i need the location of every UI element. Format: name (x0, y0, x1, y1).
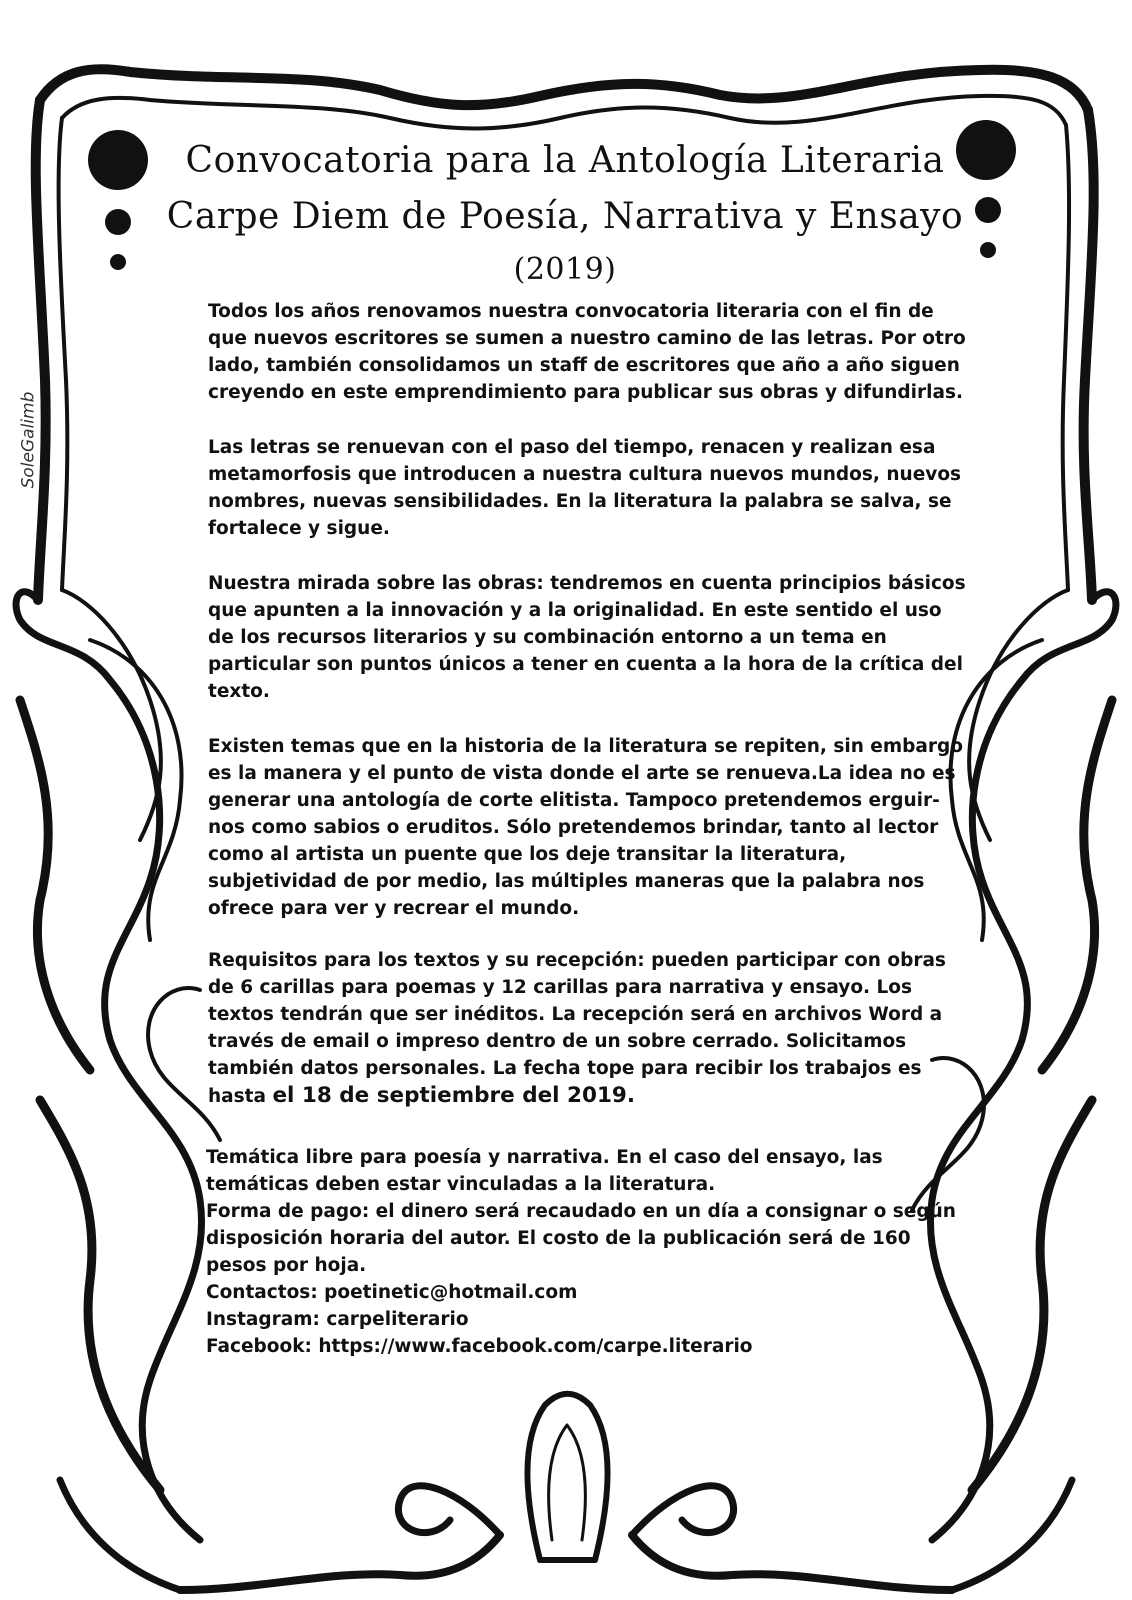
left-leaf-1 (20, 700, 90, 1070)
paragraph-letras-text: Las letras se renuevan con el paso del tiempo, renacen y realizan esa metamorfosis que introducen a nuestra cultura nuevos mundos, nuevos nombres, nuevas sensibilidades. En la literatura la palabra se salva, se fortalece y sigue. (208, 437, 962, 539)
paragraph-requisitos (208, 947, 968, 1110)
frame-left-inner (59, 118, 68, 590)
bottom-center-inner (549, 1425, 586, 1540)
dot-large-left (88, 130, 148, 190)
contact-instagram[interactable]: carpeliterario (326, 1309, 469, 1330)
left-leaf-2 (90, 640, 182, 940)
title-line-2: Carpe Diem de Poesía, Narrativa y Ensayo (166, 196, 964, 237)
frame-left-outer (36, 100, 46, 600)
contact-email-label: Contactos: (206, 1282, 325, 1303)
bottom-right-curl (632, 1486, 734, 1535)
pago-text (206, 1198, 966, 1279)
contact-email-line (206, 1279, 966, 1306)
left-scroll-2 (62, 590, 161, 840)
contact-instagram-label: Instagram: (206, 1309, 327, 1330)
contact-facebook-line (206, 1333, 966, 1360)
paragraph-intro (208, 298, 968, 406)
paragraph-temas-text: Existen temas que en la historia de la literatura se repiten, sin embargo es la manera y el punto de vista donde el arte se renueva.La idea no es generar una antología de corte elitista. Tampoco pretendemos erguir-nos como sabios o eruditos. Sólo pretendemos brindar, tanto al lector como al artista un puente que los deje transitar la literatura, subjetividad de por medio, las múltiples maneras que la palabra nos ofrece para ver y recrear el mundo. (208, 736, 963, 919)
contact-instagram-line (206, 1306, 966, 1333)
deadline-date: el 18 de septiembre del 2019. (272, 1083, 636, 1108)
pago-tail: pesos por hoja. (206, 1255, 367, 1276)
frame-right-inner (1063, 125, 1069, 590)
right-leaf-1 (1042, 700, 1112, 1070)
artist-signature: SoleGalimb (18, 391, 39, 489)
title-year: (2019) (513, 252, 617, 287)
paragraph-letras (208, 434, 968, 542)
title-line-1: Convocatoria para la Antología Literaria (185, 140, 945, 181)
pago-amount: 160 (872, 1228, 911, 1249)
dot-small-right (980, 242, 996, 258)
pago-description: Forma de pago: el dinero será recaudado en un día a consignar o según disposición horaria del autor. El costo de la publicación será de (206, 1201, 956, 1249)
paragraph-temas (208, 733, 968, 922)
bottom-left-curl (398, 1486, 500, 1535)
paragraph-mirada (208, 570, 968, 705)
paragraph-intro-text: Todos los años renovamos nuestra convocatoria literaria con el fin de que nuevos escritores se sumen a nuestro camino de las letras. Por otro lado, también consolidamos un staff de escritores que año a año siguen creyendo en este emprendimiento para publicar sus obras y difundirlas. (208, 301, 966, 403)
dot-mid-left (105, 209, 131, 235)
details-block (206, 1144, 966, 1360)
paragraph-mirada-text: Nuestra mirada sobre las obras: tendremos en cuenta principios básicos que apunten a la innovación y a la originalidad. En este sentido el uso de los recursos literarios y su combinación entorno a un tema en particular son puntos únicos a tener en cuenta a la hora de la crítica del texto. (208, 573, 966, 702)
contact-facebook-label: Facebook: (206, 1336, 319, 1357)
contact-email[interactable]: poetinetic@hotmail.com (324, 1282, 578, 1303)
frame-bottom-outer-right (632, 1535, 952, 1590)
dot-small-left (110, 254, 126, 270)
paragraph-requisitos-text (208, 947, 968, 1110)
bottom-center-ornament (528, 1394, 608, 1560)
tematica-text: Temática libre para poesía y narrativa. En el caso del ensayo, las temáticas deben estar vinculadas a la literatura. (206, 1147, 883, 1195)
contact-facebook[interactable]: https://www.facebook.com/carpe.literario (318, 1336, 753, 1357)
right-scroll-2 (969, 590, 1068, 840)
frame-bottom-outer (180, 1535, 500, 1590)
frame-top-inner (62, 96, 1066, 129)
requisitos-text: Requisitos para los textos y su recepción: pueden participar con obras de 6 carillas para poemas y 12 carillas para narrativa y ensayo. Los textos tendrán que ser inéditos. La recepción será en archivos Word a través de email o impreso dentro de un sobre cerrado. Solicitamos también datos personales. La fecha tope para recibir los trabajos es hasta (208, 950, 946, 1107)
frame-right-outer (1084, 110, 1094, 600)
